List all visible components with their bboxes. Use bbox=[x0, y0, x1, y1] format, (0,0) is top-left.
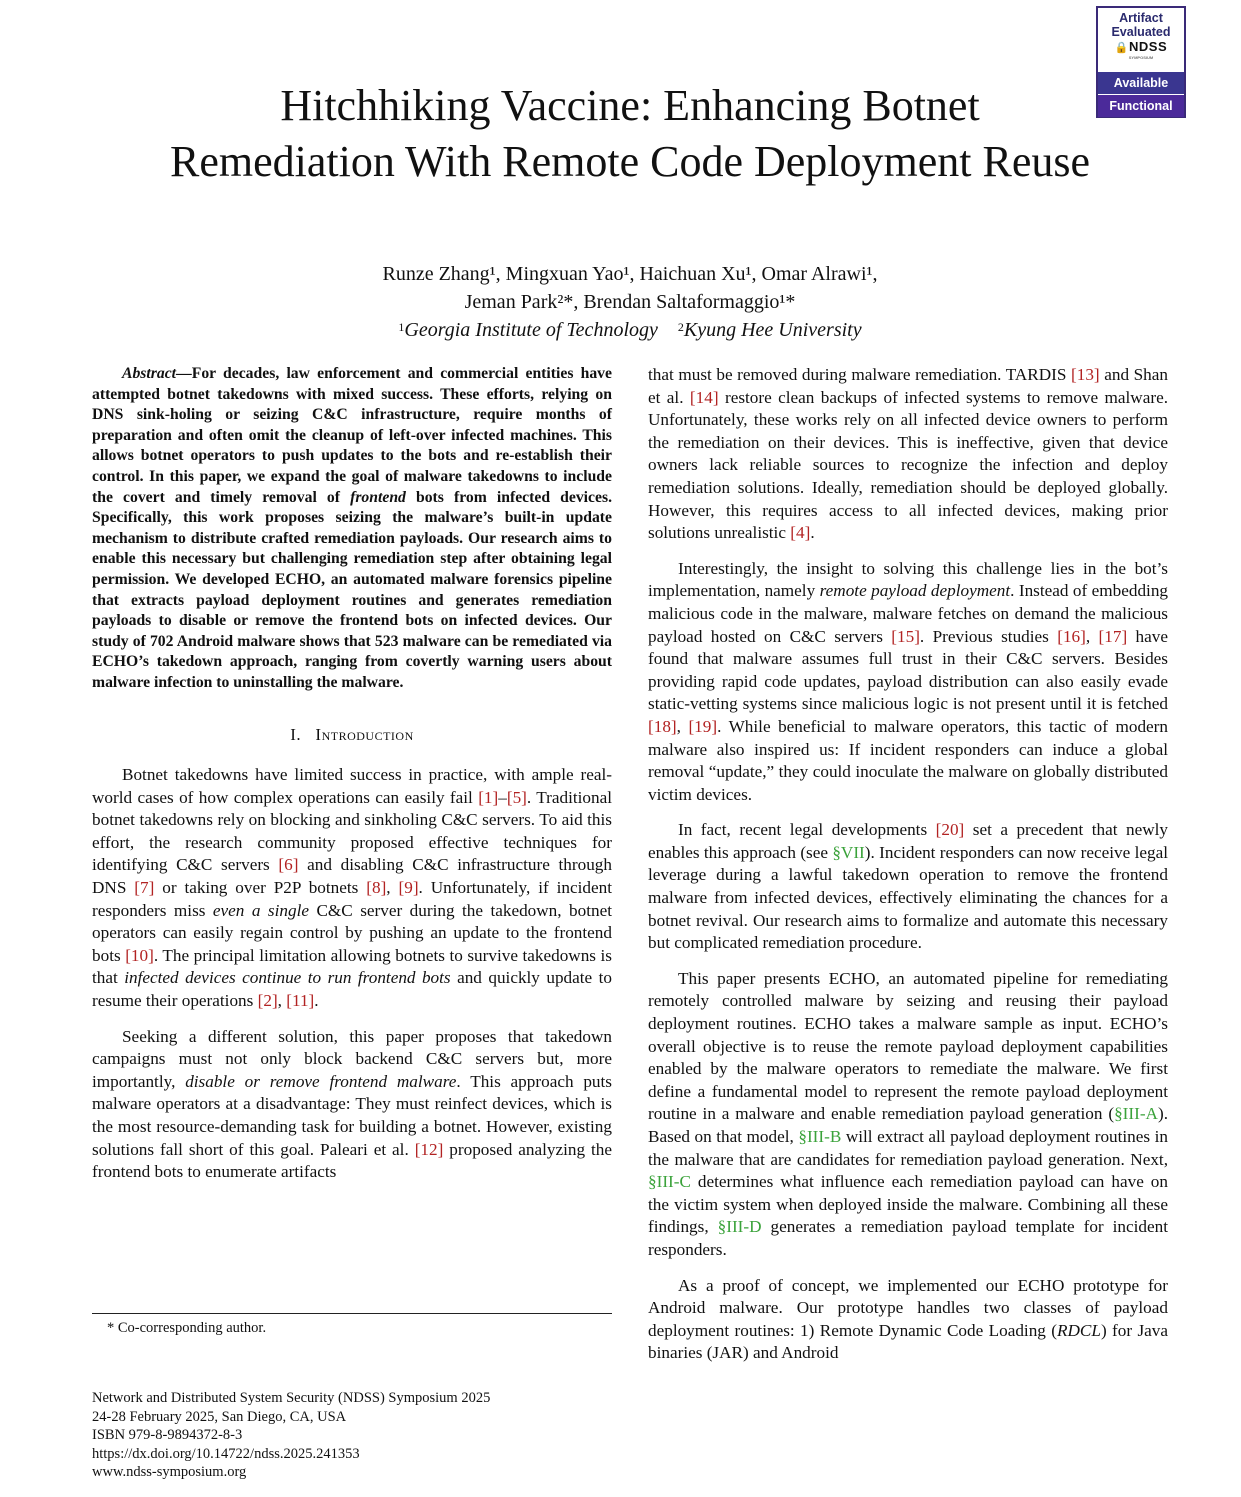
affiliations bbox=[60, 316, 1200, 344]
intro-paragraph-6: As a proof of concept, we implemented our ECHO prototype for Android malware. Our prototype handles two classes of payload deployment routines: 1) Remote Dynamic Code Loading (RDCL) for Java binaries (JAR) and Android bbox=[648, 1275, 1168, 1363]
venue-info bbox=[92, 1389, 490, 1482]
intro-paragraph-2: Seeking a different solution, this paper proposes that takedown campaigns must not only block backend C&C servers but, more importantly, disable or remove frontend malware. This approach puts malware operators at a disadvantage: They must reinfect devices, which is the most resource-demanding task for building a botnet. However, existing solutions fall short of this goal. Paleari et al. [12] proposed analyzing the frontend bots to enumerate artifacts bbox=[92, 1026, 612, 1182]
venue-doi-link[interactable]: https://dx.doi.org/10.14722/ndss.2025.241353 bbox=[92, 1445, 360, 1462]
ndss-logo-text: NDSS bbox=[1129, 39, 1168, 54]
lock-icon: 🔒 bbox=[1114, 42, 1130, 54]
badge-line1: Artifact bbox=[1119, 11, 1163, 25]
intro-paragraph-1: Botnet takedowns have limited success in practice, with ample real-world cases of how complex operations can easily fail [1]–[5]. Traditional botnet takedowns rely on blocking and sinkholing C&C servers. To aid this effort, the research community proposed effective techniques for identifying C&C servers [6] and disabling C&C infrastructure through DNS [7] or taking over P2P botnets [8], [9]. Unfortunately, if incident responders miss even a single C&C server during the takedown, botnet operators can easily regain control by pushing an update to the frontend bots [10]. The principal limitation allowing botnets to survive takedowns is that infected devices continue to run frontend bots and quickly update to resume their operations [2], [11]. bbox=[92, 765, 613, 1011]
right-column bbox=[648, 364, 1168, 1365]
footnote-rule bbox=[92, 1313, 612, 1314]
abstract-label: Abstract bbox=[122, 365, 177, 382]
badge-available: Available bbox=[1098, 72, 1184, 95]
affil1-name: Georgia Institute of Technology bbox=[404, 319, 658, 341]
affil2-number: 2 bbox=[677, 320, 684, 334]
paper-title bbox=[60, 78, 1200, 190]
title-line-2: Remediation With Remote Code Deployment Reuse bbox=[169, 137, 1091, 186]
authors-line-2: Jeman Park²*, Brendan Saltaformaggio¹* bbox=[464, 291, 796, 313]
affil2-name: Kyung Hee University bbox=[683, 319, 862, 341]
abstract bbox=[92, 364, 612, 694]
badge-functional: Functional bbox=[1098, 95, 1184, 117]
badge-line2: Evaluated bbox=[1111, 25, 1171, 39]
title-line-1: Hitchhiking Vaccine: Enhancing Botnet bbox=[280, 81, 980, 130]
intro-paragraph-5: This paper presents ECHO, an automated pipeline for remediating remotely controlled malware by seizing and reusing their payload deployment routines. ECHO takes a malware sample as input. ECHO’s overall objective is to reuse the remote payload deployment capabilities enabled by the malware operators to remediate the malware. We first define a fundamental model to represent the remote payload deployment routine in a malware and enable remediation payload generation (§III-A). Based on that model, §III-B will extract all payload deployment routines in the malware that are candidates for remediation payload generation. Next, §III-C determines what influence each remediation payload can have on the victim system when deployed inside the malware. Combining all these findings, §III-D generates a remediation payload template for incident responders. bbox=[648, 968, 1168, 1259]
footnote: * Co-corresponding author. bbox=[107, 1320, 267, 1336]
section-title: Introduction bbox=[315, 724, 414, 744]
section-number: I. bbox=[290, 724, 302, 744]
affil1-number: 1 bbox=[398, 320, 405, 334]
ndss-logo-sub: SYMPOSIUM bbox=[1128, 55, 1154, 60]
section-heading bbox=[92, 724, 612, 747]
venue-line: Network and Distributed System Security (NDSS) Symposium 2025 bbox=[92, 1390, 491, 1406]
badge-header bbox=[1098, 8, 1184, 72]
intro-paragraph-4: In fact, recent legal developments [20] set a precedent that newly enables this approach (see §VII). Incident responders can now receive legal leverage during a lawful takedown operation to remove the frontend malware from infected devices, effectively eliminating the chances for a botnet revival. Our research aims to formalize and automate this necessary but complicated remediation procedure. bbox=[648, 820, 1168, 953]
author-block bbox=[60, 260, 1200, 344]
abstract-text: —For decades, law enforcement and commercial entities have attempted botnet takedowns with mixed success. These efforts, relying on DNS sink-holing or seizing C&C infrastructure, require months of preparation and often omit the cleanup of left-over infected machines. This allows botnet operators to push updates to the bots and re-establish their control. In this paper, we expand the goal of malware takedowns to include the covert and timely removal of frontend bots from infected devices. Specifically, this work proposes seizing the malware’s built-in update mechanism to distribute crafted remediation payloads. Our research aims to enable this necessary but challenging remediation step after obtaining legal permission. We developed ECHO, an automated malware forensics pipeline that extracts payload deployment routines and generates remediation payloads to disable or remove the frontend bots on infected devices. Our study of 702 Android malware shows that 523 malware can be remediated via ECHO’s takedown approach, ranging from covertly warning users about malware infection to uninstalling the malware. bbox=[92, 365, 612, 691]
left-column bbox=[92, 364, 612, 1184]
ndss-logo bbox=[1098, 40, 1184, 55]
venue-website-link[interactable]: www.ndss-symposium.org bbox=[92, 1464, 247, 1480]
venue-line: 24-28 February 2025, San Diego, CA, USA bbox=[92, 1408, 347, 1425]
intro-paragraph-2-cont: that must be removed during malware remediation. TARDIS [13] and Shan et al. [14] restore clean backups of infected systems to remove malware. Unfortunately, these works rely on all infected device owners to perform the remediation on their devices. This is ineffective, given that device owners lack reliable sources to recognize the infection and deploy remediation solutions. Ideally, remediation should be deployed globally. However, this requires access to all infected devices, making prior solutions unrealistic [4]. bbox=[648, 365, 1168, 543]
intro-paragraph-3: Interestingly, the insight to solving this challenge lies in the bot’s implementation, namely remote payload deployment. Instead of embedding malicious code in the malware, malware fetches on demand the malicious payload hosted on C&C servers [15]. Previous studies [16], [17] have found that malware assumes full trust in their C&C servers. Besides providing rapid code updates, payload distribution can also easily evade static-vetting systems since malicious logic is not present until it is fetched [18], [19]. While beneficial to malware operators, this tactic of modern malware also inspired us: If incident responders can induce a global removal “update,” they could inoculate the malware on globally distributed victim devices. bbox=[648, 558, 1169, 804]
venue-line: ISBN 979-8-9894372-8-3 bbox=[92, 1427, 243, 1443]
authors-line-1: Runze Zhang¹, Mingxuan Yao¹, Haichuan Xu¹, Omar Alrawi¹, bbox=[382, 263, 878, 285]
